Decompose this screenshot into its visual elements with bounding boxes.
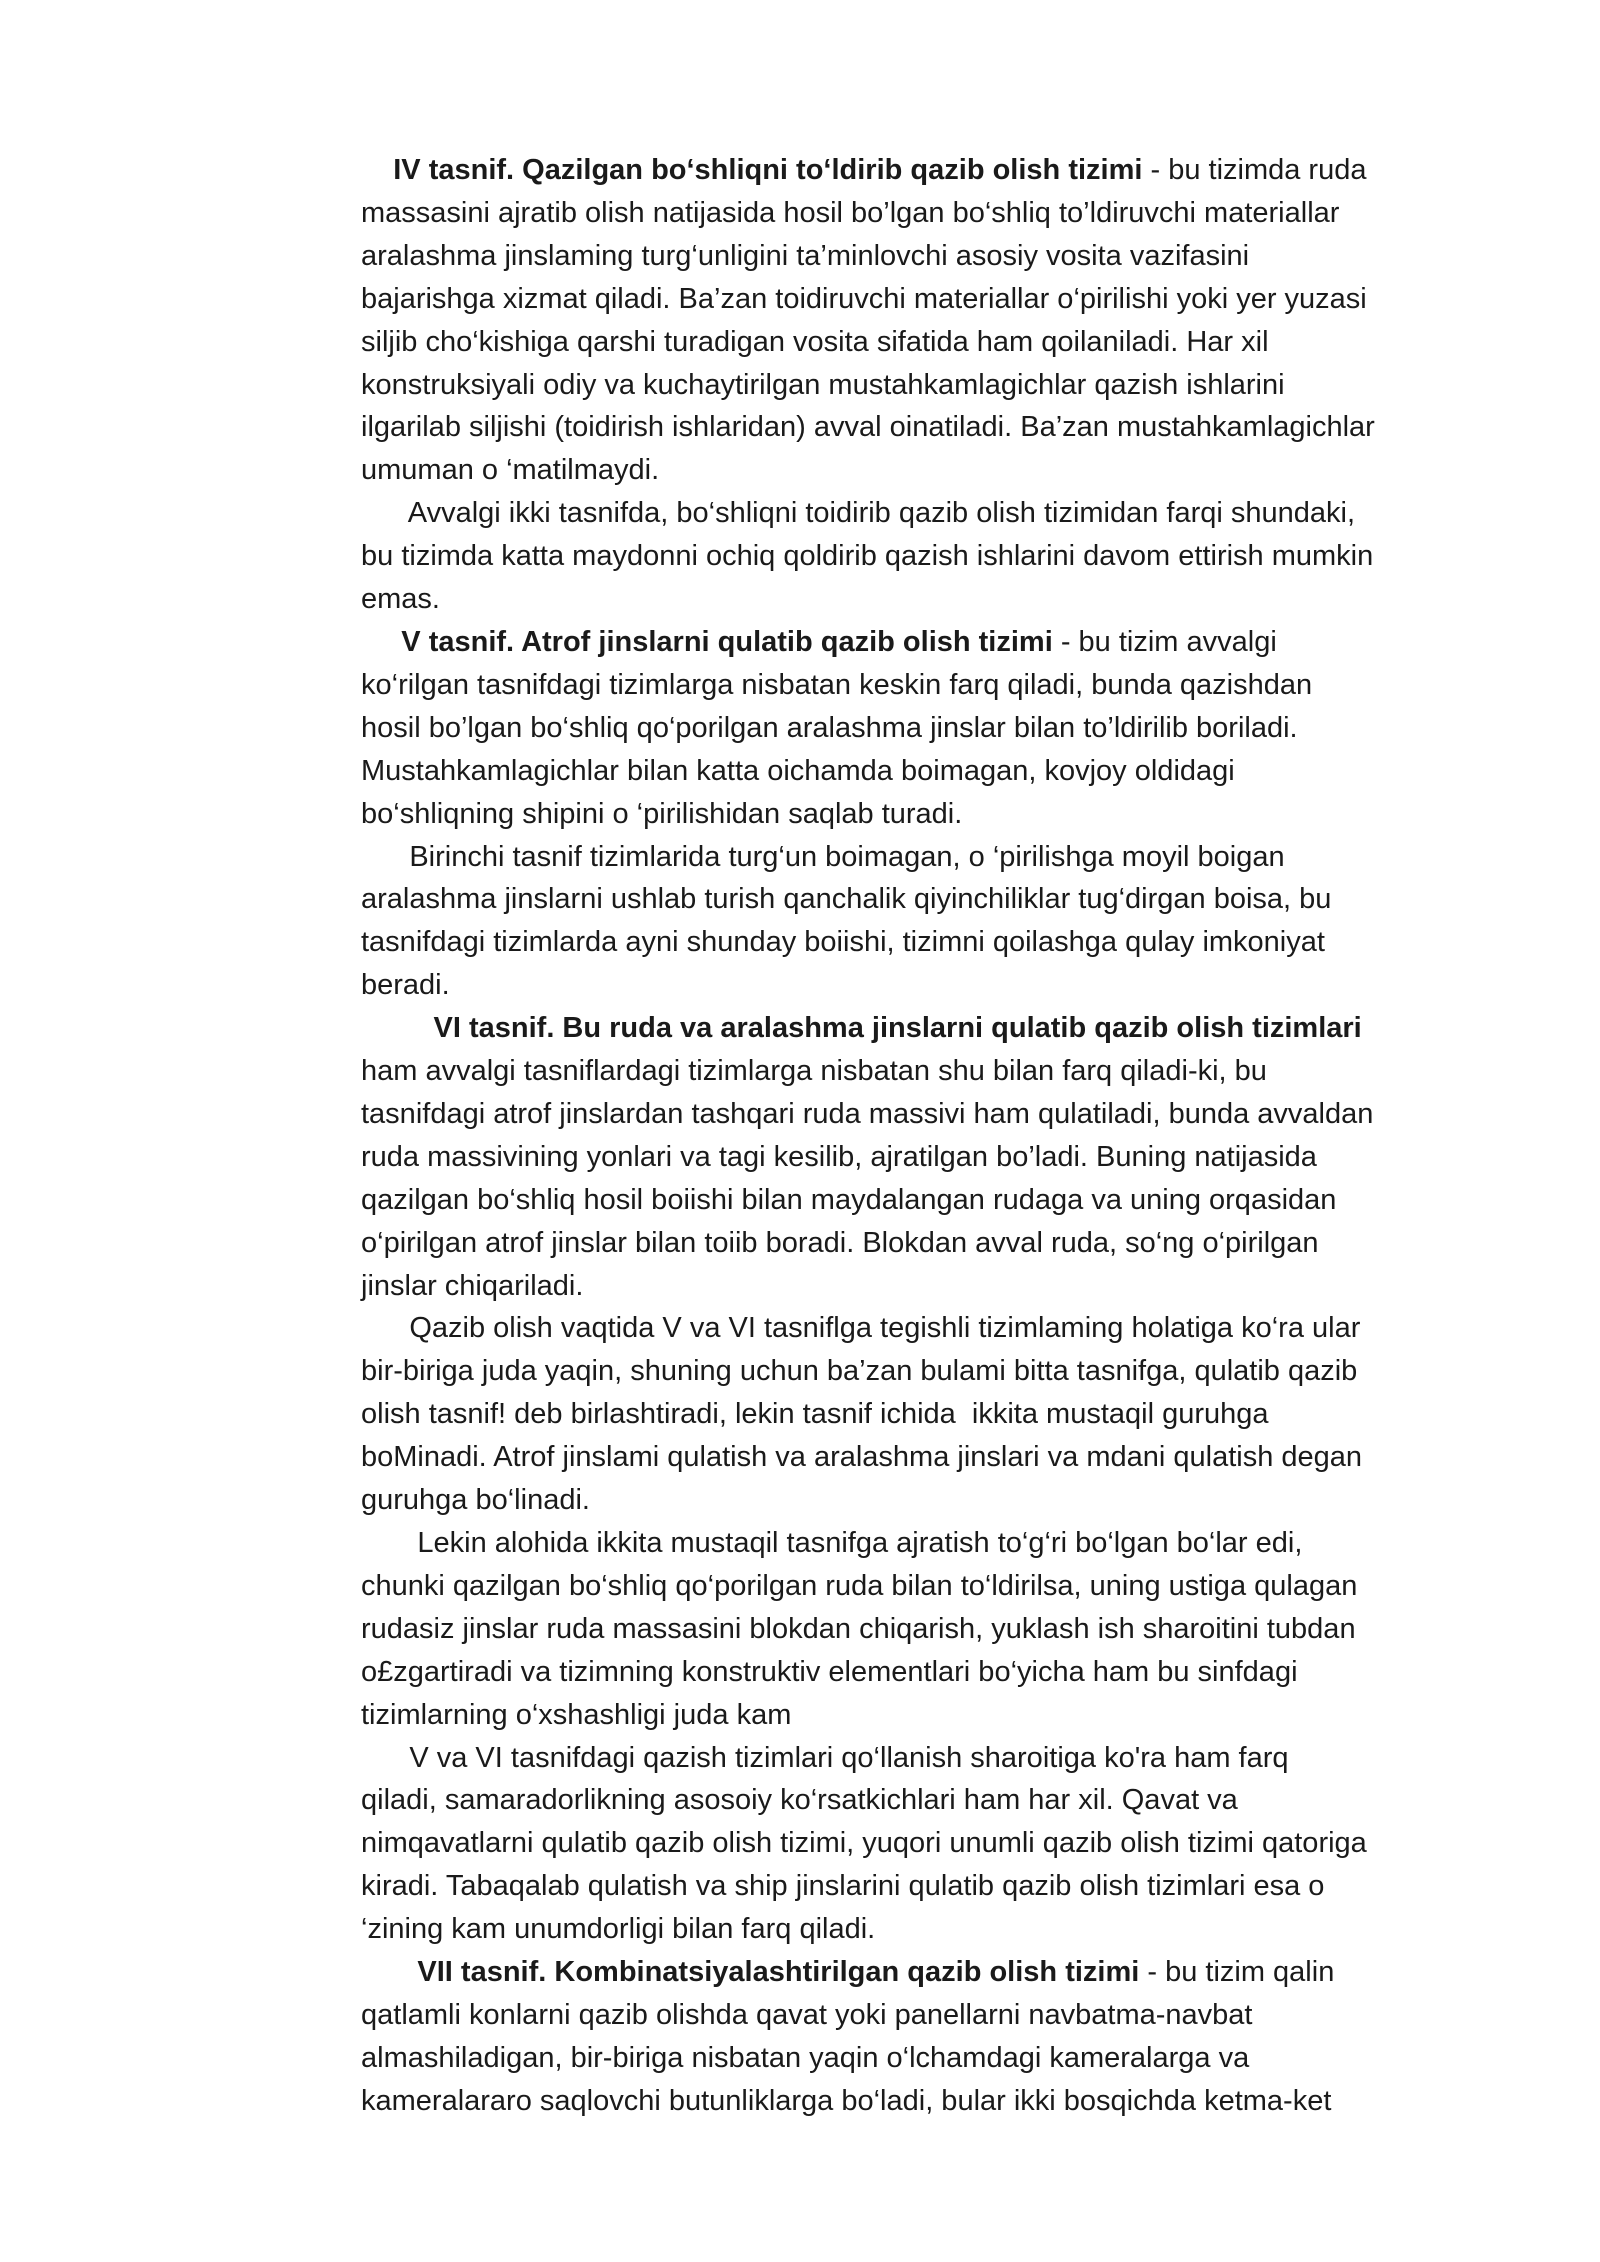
line-text: bo‘shliqning shipini o ‘pirilishidan saqlab turadi. <box>361 797 963 830</box>
line-text: tizimlarning o‘xshashligi juda kam <box>361 1698 792 1731</box>
text-line <box>361 878 1511 921</box>
line-text: tasnifdagi tizimlarda ayni shunday boiishi, tizimni qoilashga qulay imkoniyat <box>361 926 1325 959</box>
text-line <box>361 1393 1511 1436</box>
text-line <box>361 707 1511 750</box>
text-line <box>361 192 1511 235</box>
line-text: Birinchi tasnif tizimlarida turg‘un boimagan, o ‘pirilishga moyil boigan <box>409 840 1285 873</box>
text-line <box>361 964 1511 1007</box>
section-heading: VI tasnif. Bu ruda va aralashma jinslarni qulatib qazib olish tizimlari <box>433 1012 1362 1045</box>
line-text: aralashma jinslaming turg‘unligini ta’minlovchi asosiy vosita vazifasini <box>361 239 1250 272</box>
text-line <box>361 1222 1511 1265</box>
paragraph <box>361 1307 1511 1522</box>
line-text: bir-biriga juda yaqin, shuning uchun ba’zan bulami bitta tasnifga, qulatib qazib <box>361 1355 1358 1388</box>
line-text: aralashma jinslarni ushlab turish qanchalik qiyinchiliklar tug‘dirgan boisa, bu <box>361 883 1332 916</box>
paragraph-indent <box>361 1312 409 1344</box>
line-text: rudasiz jinslar ruda massasini blokdan chiqarish, yuklash ish sharoitini tubdan <box>361 1612 1356 1645</box>
line-text: siljib cho‘kishiga qarshi turadigan vosita sifatida ham qoilaniladi. Har xil <box>361 325 1269 358</box>
text-line <box>361 1822 1511 1865</box>
text-line <box>361 535 1511 578</box>
text-line <box>361 2037 1511 2080</box>
line-text: Mustahkamlagichlar bilan katta oichamda boimagan, kovjoy oldidagi <box>361 754 1235 787</box>
text-line <box>361 449 1511 492</box>
line-text: ko‘rilgan tasnifdagi tizimlarga nisbatan keskin farq qiladi, bunda qazishdan <box>361 668 1313 701</box>
line-text: qatlamli konlarni qazib olishda qavat yoki panellarni navbatma-navbat <box>361 1998 1253 2031</box>
text-line <box>361 1436 1511 1479</box>
paragraph-indent <box>361 841 409 873</box>
line-text: V va VI tasnifdagi qazish tizimlari qo‘llanish sharoitiga ko'ra ham farq <box>409 1741 1289 1774</box>
text-line <box>361 1608 1511 1651</box>
paragraph-indent <box>361 1742 409 1774</box>
line-text: ‘zining kam unumdorligi bilan farq qiladi. <box>361 1913 876 1946</box>
section-heading: V tasnif. Atrof jinslarni qulatib qazib olish tizimi <box>401 625 1053 658</box>
text-line <box>361 793 1511 836</box>
line-text: bajarishga xizmat qiladi. Ba’zan toidiruvchi materiallar o‘pirilishi yoki yer yuzasi <box>361 282 1367 315</box>
text-line <box>361 1093 1511 1136</box>
line-text: o£zgartiradi va tizimning konstruktiv elementlari bo‘yicha ham bu sinfdagi <box>361 1655 1298 1688</box>
line-text: - bu tizimda ruda <box>1142 154 1367 186</box>
line-text: ilgarilab siljishi (toidirish ishlaridan) avval oinatiladi. Ba’zan mustahkamlagichlar <box>361 411 1375 444</box>
line-text: nimqavatlarni qulatib qazib olish tizimi, yuqori unumli qazib olish tizimi qatoriga <box>361 1827 1367 1860</box>
text-line <box>361 1779 1511 1822</box>
text-line <box>361 1994 1511 2037</box>
line-text: kiradi. Tabaqalab qulatish va ship jinslarini qulatib qazib olish tizimlari esa o <box>361 1870 1325 1903</box>
line-text: - bu tizim avvalgi <box>1052 625 1277 658</box>
line-text: almashiladigan, bir-biriga nisbatan yaqin o‘lchamdagi kameralarga va <box>361 2041 1250 2074</box>
text-line <box>361 1136 1511 1179</box>
text-line <box>361 364 1511 407</box>
text-line <box>361 578 1511 621</box>
line-text: qazilgan bo‘shliq hosil boiishi bilan maydalangan rudaga va uning orqasidan <box>361 1183 1337 1216</box>
line-text: chunki qazilgan bo‘shliq qo‘porilgan ruda bilan to‘ldirilsa, uning ustiga qulagan <box>361 1569 1358 1602</box>
line-text: olish tasnif! deb birlashtiradi, lekin tasnif ichida ikkita mustaqil guruhga <box>361 1398 1269 1431</box>
paragraph-indent <box>361 497 408 529</box>
text-line <box>361 1307 1511 1350</box>
line-text: umuman o ‘matilmaydi. <box>361 454 660 487</box>
text-line <box>361 278 1511 321</box>
line-text: - bu tizim qalin <box>1139 1956 1335 1989</box>
text-line <box>361 1865 1511 1908</box>
text-line <box>361 1951 1511 1994</box>
line-text: ruda massivining yonlari va tagi kesilib, ajratilgan bo’ladi. Buning natijasida <box>361 1140 1317 1173</box>
paragraph <box>361 492 1511 621</box>
paragraph-indent <box>361 1527 417 1559</box>
document-body <box>361 149 1511 2123</box>
paragraph-indent <box>361 154 393 186</box>
line-text: Lekin alohida ikkita mustaqil tasnifga ajratish to‘g‘ri bo‘lgan bo‘lar edi, <box>417 1527 1303 1559</box>
line-text: tasnifdagi atrof jinslardan tashqari ruda massivi ham qulatiladi, bunda avvaldan <box>361 1097 1374 1130</box>
line-text: emas. <box>361 583 440 616</box>
line-text: massasini ajratib olish natijasida hosil bo’lgan bo‘shliq to’ldiruvchi materiallar <box>361 196 1340 229</box>
line-text: ham avvalgi tasniflardagi tizimlarga nisbatan shu bilan farq qiladi-ki, bu <box>361 1055 1267 1088</box>
section-heading: VII tasnif. Kombinatsiyalashtirilgan qazib olish tizimi <box>417 1956 1140 1989</box>
paragraph <box>361 621 1511 836</box>
paragraph <box>361 1737 1511 1952</box>
text-line <box>361 235 1511 278</box>
line-text: konstruksiyali odiy va kuchaytirilgan mustahkamlagichlar qazish ishlarini <box>361 368 1285 401</box>
text-line <box>361 1007 1511 1050</box>
line-text: jinslar chiqariladi. <box>361 1269 584 1302</box>
text-line <box>361 321 1511 364</box>
text-line <box>361 836 1511 879</box>
paragraph-indent <box>361 1012 434 1044</box>
text-line <box>361 1908 1511 1951</box>
text-line <box>361 1350 1511 1393</box>
text-line <box>361 1179 1511 1222</box>
line-text: hosil bo’lgan bo‘shliq qo‘porilgan aralashma jinslar bilan to’ldirilib boriladi. <box>361 711 1298 744</box>
line-text: qiladi, samaradorlikning asosoiy ko‘rsatkichlari ham har xil. Qavat va <box>361 1784 1238 1817</box>
text-line <box>361 492 1511 535</box>
text-line <box>361 664 1511 707</box>
text-line <box>361 1737 1511 1780</box>
section-heading: IV tasnif. Qazilgan bo‘shliqni to‘ldirib qazib olish tizimi <box>393 154 1143 186</box>
text-line <box>361 149 1511 192</box>
text-line <box>361 750 1511 793</box>
text-line <box>361 2080 1511 2123</box>
text-line <box>361 1050 1511 1093</box>
text-line <box>361 1522 1511 1565</box>
line-text: bu tizimda katta maydonni ochiq qoldirib qazish ishlarini davom ettirish mumkin <box>361 540 1374 573</box>
paragraph <box>361 1951 1511 2123</box>
line-text: o‘pirilgan atrof jinslar bilan toiib boradi. Blokdan avval ruda, so‘ng o‘pirilgan <box>361 1226 1319 1259</box>
text-line <box>361 1565 1511 1608</box>
paragraph <box>361 836 1511 1008</box>
paragraph-indent <box>361 1956 417 1988</box>
paragraph <box>361 149 1511 492</box>
paragraph-indent <box>361 626 401 658</box>
line-text: boMinadi. Atrof jinslami qulatish va aralashma jinslari va mdani qulatish degan <box>361 1441 1363 1474</box>
text-line <box>361 921 1511 964</box>
text-line <box>361 621 1511 664</box>
line-text: Avvalgi ikki tasnifda, bo‘shliqni toidirib qazib olish tizimidan farqi shundaki, <box>407 497 1356 530</box>
line-text: guruhga bo‘linadi. <box>361 1484 590 1517</box>
paragraph <box>361 1007 1511 1307</box>
text-line <box>361 1265 1511 1308</box>
text-line <box>361 1651 1511 1694</box>
text-line <box>361 1694 1511 1737</box>
text-line <box>361 406 1511 449</box>
text-line <box>361 1479 1511 1522</box>
line-text: Qazib olish vaqtida V va VI tasniflga tegishli tizimlaming holatiga ko‘ra ular <box>409 1312 1361 1345</box>
paragraph <box>361 1522 1511 1737</box>
line-text: beradi. <box>361 969 450 1002</box>
line-text: kameralararo saqlovchi butunliklarga bo‘ladi, bular ikki bosqichda ketma-ket <box>361 2084 1332 2117</box>
